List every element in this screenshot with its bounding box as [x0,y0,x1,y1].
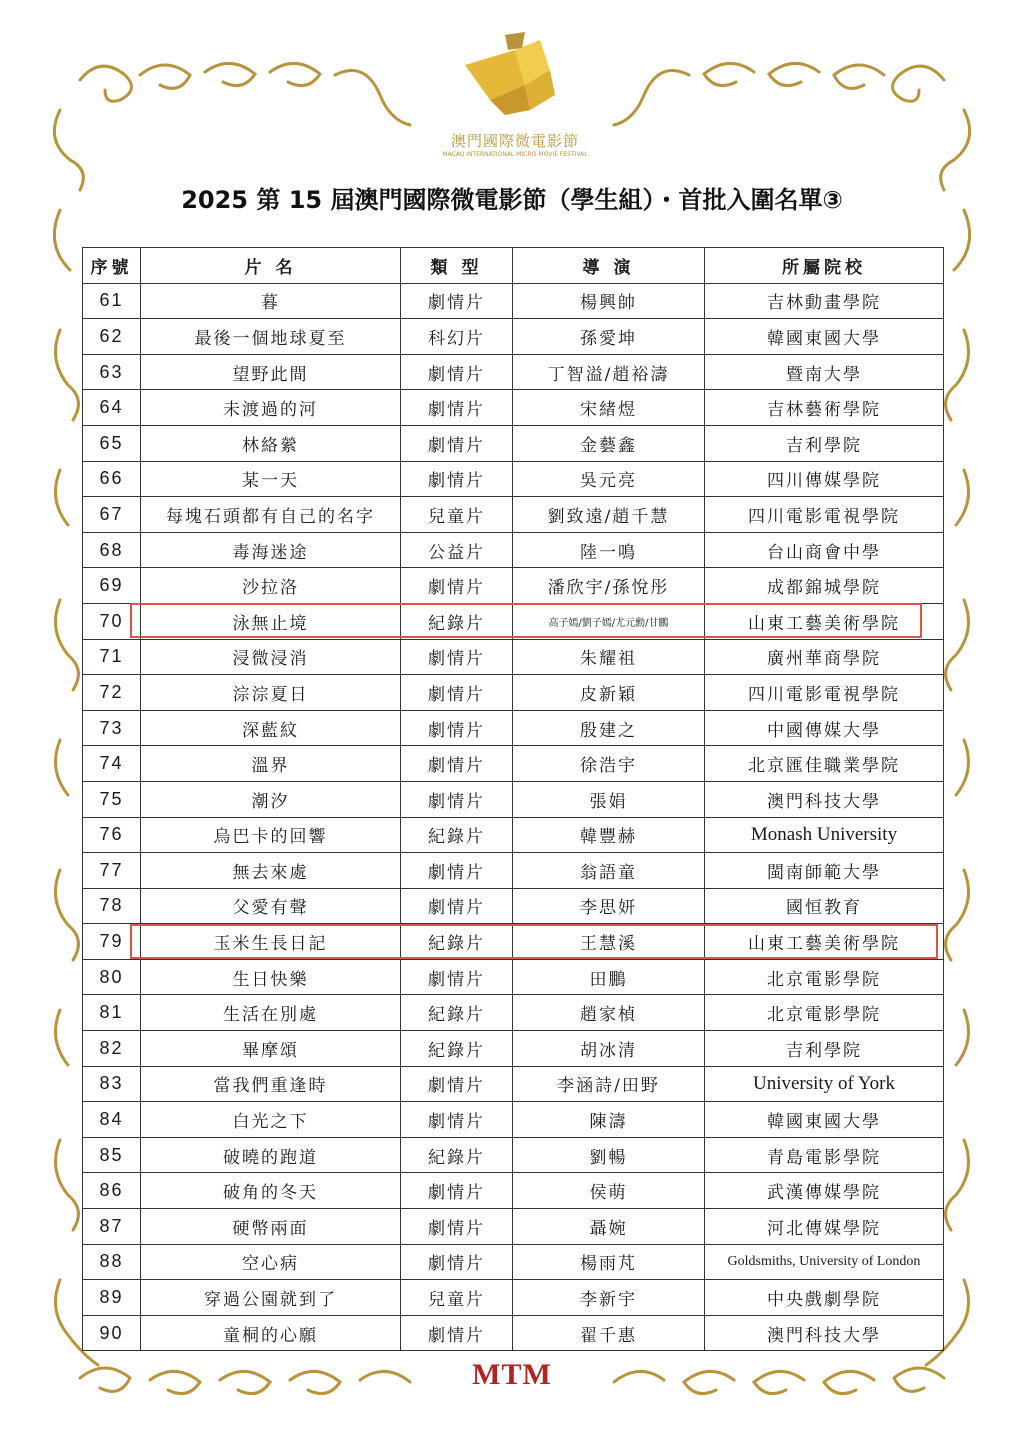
cell-no: 83 [83,1066,141,1102]
cell-film: 玉米生長日記 [141,924,401,960]
festival-logo [430,30,600,165]
cell-director: 李思妍 [513,888,705,924]
cell-school: 北京電影學院 [705,995,944,1031]
cell-type: 劇情片 [401,1102,513,1138]
cell-type: 科幻片 [401,319,513,355]
table-row [83,1280,944,1316]
cell-film: 最後一個地球夏至 [141,319,401,355]
cell-no: 86 [83,1173,141,1209]
cell-school: Monash University [705,817,944,853]
cell-no: 87 [83,1209,141,1245]
cell-film: 深藍紋 [141,710,401,746]
cell-no: 72 [83,675,141,711]
cell-film: 空心病 [141,1244,401,1280]
cell-type: 公益片 [401,532,513,568]
cell-no: 74 [83,746,141,782]
cell-type: 劇情片 [401,354,513,390]
cell-director: 韓豐赫 [513,817,705,853]
table-row [83,675,944,711]
cell-film: 潮汐 [141,781,401,817]
cell-no: 82 [83,1031,141,1067]
cell-school: University of York [705,1066,944,1102]
cell-type: 劇情片 [401,675,513,711]
cell-director: 殷建之 [513,710,705,746]
table-row [83,888,944,924]
cell-no: 67 [83,497,141,533]
cell-director: 劉致遠/趙千慧 [513,497,705,533]
cell-film: 生活在別處 [141,995,401,1031]
cell-type: 劇情片 [401,781,513,817]
cell-school: 暨南大學 [705,354,944,390]
table-row [83,781,944,817]
cell-film: 童桐的心願 [141,1315,401,1351]
cell-no: 89 [83,1280,141,1316]
cell-type: 紀錄片 [401,1031,513,1067]
cell-type: 兒童片 [401,497,513,533]
cell-type: 兒童片 [401,1280,513,1316]
cell-school: 中國傳媒大學 [705,710,944,746]
table-row [83,1244,944,1280]
cell-type: 紀錄片 [401,603,513,639]
cell-film: 暮 [141,283,401,319]
page-title: 2025 第 15 屆澳門國際微電影節（學生組）・首批入圍名單③ [181,186,843,214]
cell-director: 翟千惠 [513,1315,705,1351]
cell-film: 浸微浸消 [141,639,401,675]
cell-no: 65 [83,425,141,461]
cell-director: 李新宇 [513,1280,705,1316]
table-row [83,746,944,782]
cell-no: 64 [83,390,141,426]
cell-school: Goldsmiths, University of London [705,1244,944,1280]
logo-subtitle: MACAU INTERNATIONAL MICRO-MOVIE FESTIVAL [442,151,588,158]
table-row [83,1137,944,1173]
cell-school: 台山商會中學 [705,532,944,568]
footer-mark: MTM [472,1358,552,1391]
cell-school: 山東工藝美術學院 [705,924,944,960]
cell-director: 田鵬 [513,959,705,995]
cell-type: 紀錄片 [401,924,513,960]
cell-film: 穿過公園就到了 [141,1280,401,1316]
table-row [83,1315,944,1351]
cell-film: 生日快樂 [141,959,401,995]
cell-no: 63 [83,354,141,390]
cell-director: 翁語童 [513,853,705,889]
cell-no: 71 [83,639,141,675]
cell-school: 吉林動畫學院 [705,283,944,319]
cell-no: 88 [83,1244,141,1280]
cell-director: 胡冰清 [513,1031,705,1067]
cell-no: 68 [83,532,141,568]
table-row [83,639,944,675]
cell-director: 楊興帥 [513,283,705,319]
cell-director: 徐浩宇 [513,746,705,782]
cell-no: 77 [83,853,141,889]
cell-director: 劉暢 [513,1137,705,1173]
cell-school: 吉林藝術學院 [705,390,944,426]
table-row [83,710,944,746]
highlight-row-79 [130,924,938,959]
cell-school: 山東工藝美術學院 [705,603,944,639]
cell-type: 紀錄片 [401,1137,513,1173]
cell-film: 望野此間 [141,354,401,390]
cell-film: 沙拉洛 [141,568,401,604]
header-film: 片 名 [141,248,401,284]
cell-type: 劇情片 [401,568,513,604]
cell-no: 73 [83,710,141,746]
cell-film: 毒海迷途 [141,532,401,568]
cell-film: 泳無止境 [141,603,401,639]
origami-star-icon [430,30,600,130]
table-row [83,532,944,568]
cell-film: 白光之下 [141,1102,401,1138]
cell-school: 澳門科技大學 [705,781,944,817]
cell-type: 劇情片 [401,746,513,782]
cell-no: 62 [83,319,141,355]
header-type: 類 型 [401,248,513,284]
cell-director: 王慧溪 [513,924,705,960]
cell-type: 劇情片 [401,888,513,924]
cell-director: 趙家楨 [513,995,705,1031]
table-row [83,1173,944,1209]
table-row [83,1209,944,1245]
cell-school: 吉利學院 [705,1031,944,1067]
cell-director: 丁智溢/趙裕濤 [513,354,705,390]
cell-film: 烏巴卡的回響 [141,817,401,853]
cell-school: 韓國東國大學 [705,1102,944,1138]
cell-director: 皮新穎 [513,675,705,711]
cell-director: 李涵詩/田野 [513,1066,705,1102]
table-row [83,425,944,461]
cell-type: 劇情片 [401,1244,513,1280]
highlight-row-70 [130,603,922,638]
cell-school: 吉利學院 [705,425,944,461]
cell-director: 高子嫣/劉子嫣/尤元勳/甘鵬 [513,603,705,639]
cell-director: 聶婉 [513,1209,705,1245]
table-header-row [83,248,944,284]
table-row [83,1031,944,1067]
cell-no: 75 [83,781,141,817]
cell-type: 劇情片 [401,959,513,995]
cell-type: 劇情片 [401,1173,513,1209]
cell-type: 劇情片 [401,639,513,675]
cell-type: 紀錄片 [401,995,513,1031]
cell-school: 國恒教育 [705,888,944,924]
table-row [83,319,944,355]
cell-school: 河北傳媒學院 [705,1209,944,1245]
cell-school: 四川電影電視學院 [705,675,944,711]
table-row [83,1066,944,1102]
cell-film: 溫界 [141,746,401,782]
cell-school: 閩南師範大學 [705,853,944,889]
cell-school: 四川傳媒學院 [705,461,944,497]
cell-film: 破角的冬天 [141,1173,401,1209]
cell-school: 四川電影電視學院 [705,497,944,533]
cell-type: 劇情片 [401,710,513,746]
cell-film: 未渡過的河 [141,390,401,426]
cell-type: 紀錄片 [401,817,513,853]
cell-director: 潘欣宇/孫悅彤 [513,568,705,604]
cell-type: 劇情片 [401,425,513,461]
table-row [83,354,944,390]
header-no: 序號 [83,248,141,284]
cell-school: 北京匯佳職業學院 [705,746,944,782]
header-director: 導 演 [513,248,705,284]
cell-director: 朱耀祖 [513,639,705,675]
table-row [83,995,944,1031]
cell-no: 70 [83,603,141,639]
cell-school: 韓國東國大學 [705,319,944,355]
cell-director: 金藝鑫 [513,425,705,461]
cell-type: 劇情片 [401,390,513,426]
cell-type: 劇情片 [401,1315,513,1351]
cell-no: 81 [83,995,141,1031]
cell-school: 中央戲劇學院 [705,1280,944,1316]
cell-film: 破曉的跑道 [141,1137,401,1173]
cell-no: 90 [83,1315,141,1351]
table-row [83,283,944,319]
table-row [83,853,944,889]
cell-no: 84 [83,1102,141,1138]
cell-director: 陸一鳴 [513,532,705,568]
cell-school: 成都錦城學院 [705,568,944,604]
table-row [83,461,944,497]
cell-type: 劇情片 [401,461,513,497]
cell-no: 61 [83,283,141,319]
cell-film: 硬幣兩面 [141,1209,401,1245]
cell-director: 孫愛坤 [513,319,705,355]
table-row [83,817,944,853]
cell-film: 淙淙夏日 [141,675,401,711]
cell-type: 劇情片 [401,853,513,889]
cell-director: 宋緒煜 [513,390,705,426]
cell-type: 劇情片 [401,283,513,319]
cell-film: 當我們重逢時 [141,1066,401,1102]
cell-no: 79 [83,924,141,960]
cell-no: 66 [83,461,141,497]
table-row [83,497,944,533]
cell-school: 青島電影學院 [705,1137,944,1173]
cell-school: 武漢傳媒學院 [705,1173,944,1209]
cell-type: 劇情片 [401,1209,513,1245]
cell-no: 69 [83,568,141,604]
header-school: 所屬院校 [705,248,944,284]
cell-school: 廣州華商學院 [705,639,944,675]
cell-film: 每塊石頭都有自己的名字 [141,497,401,533]
cell-no: 85 [83,1137,141,1173]
cell-director: 張娟 [513,781,705,817]
cell-director: 吳元亮 [513,461,705,497]
table-row [83,568,944,604]
cell-school: 北京電影學院 [705,959,944,995]
cell-director: 侯萌 [513,1173,705,1209]
table-row [83,1102,944,1138]
cell-no: 76 [83,817,141,853]
cell-film: 無去來處 [141,853,401,889]
cell-no: 80 [83,959,141,995]
logo-name: 澳門國際微電影節 [450,132,579,150]
cell-film: 林絡縈 [141,425,401,461]
finalists-table [82,247,944,1351]
cell-director: 陳濤 [513,1102,705,1138]
cell-film: 某一天 [141,461,401,497]
cell-school: 澳門科技大學 [705,1315,944,1351]
table-row [83,959,944,995]
cell-no: 78 [83,888,141,924]
table-row [83,390,944,426]
cell-film: 畢摩頌 [141,1031,401,1067]
cell-film: 父愛有聲 [141,888,401,924]
cell-director: 楊雨芃 [513,1244,705,1280]
cell-type: 劇情片 [401,1066,513,1102]
